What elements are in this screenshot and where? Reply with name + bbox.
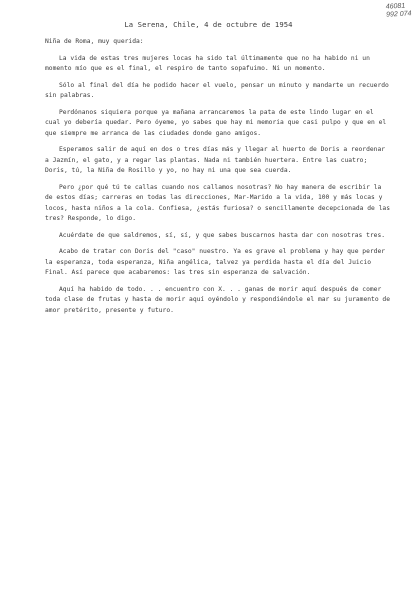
- paragraph-5: Pero ¿por qué tú te callas cuando nos callamos nosotras? No hay manera de escribir la de estos días; carreras en todas las direcciones, Mar-Marido a la vida, 100 y más locas y locos, hasta niños a la cola. Confiesa, ¿estás furiosa? o sencillamente decepcionada de las tres? Responde, lo digo.: [45, 183, 390, 222]
- archive-code: 992 074: [385, 10, 412, 19]
- letter-greeting: Niña de Roma, muy querida:: [45, 38, 144, 45]
- archive-note: [385, 2, 411, 19]
- paragraph-8: Aquí ha habido de todo. . . encuentro con X. . . ganas de morir aquí después de comer toda clase de frutas y hasta de morir aquí oyéndolo y respondiéndole el mar su juramento de amor pretérito, presente y futuro.: [45, 285, 390, 314]
- paragraph-6: Acuérdate de que saldremos, sí, sí, y que sabes buscarnos hasta dar con nosotras tres.: [59, 231, 386, 239]
- archive-number: 46081: [385, 2, 406, 11]
- paragraph-4: Esperamos salir de aquí en dos o tres días más y llegar al huerto de Doris a reordenar a Jazmín, el gato, y a regar las plantas. Nada ni también huertera. Entre las cuatro; Doris, tú, la Niña de Rosillo y yo, no hay ni una que sea cuerda.: [45, 146, 386, 174]
- letter-date-header: La Serena, Chile, 4 de octubre de 1954: [124, 20, 293, 29]
- paragraph-7: Acabo de tratar con Doris del "caso" nuestro. Ya es grave el problema y hay que perder la esperanza, toda esperanza, Niña angélica, talvez ya perdida hasta el día del Juicio Final. Así parece que acabaremos: las tres sin esperanza de salvación.: [45, 248, 386, 276]
- paragraph-2: Sólo al final del día he podido hacer el vuelo, pensar un minuto y mandarte un recuerdo sin palabras.: [45, 81, 389, 99]
- letter-body: [45, 37, 390, 322]
- paragraph-3: Perdónanos siquiera porque ya mañana arrancaremos la pata de este lindo lugar en el cual yo debería quedar. Pero óyeme, yo sabes que hay mi memoria que casi pulpo y que en el que siempre me arranca de las ciudades donde gano amigos.: [45, 108, 387, 137]
- paragraph-1: La vida de estas tres mujeres locas ha sido tal últimamente que no ha habido ni un momento mío que es el final, el respiro de tanto sopafuimo. Ni un momento.: [45, 54, 370, 72]
